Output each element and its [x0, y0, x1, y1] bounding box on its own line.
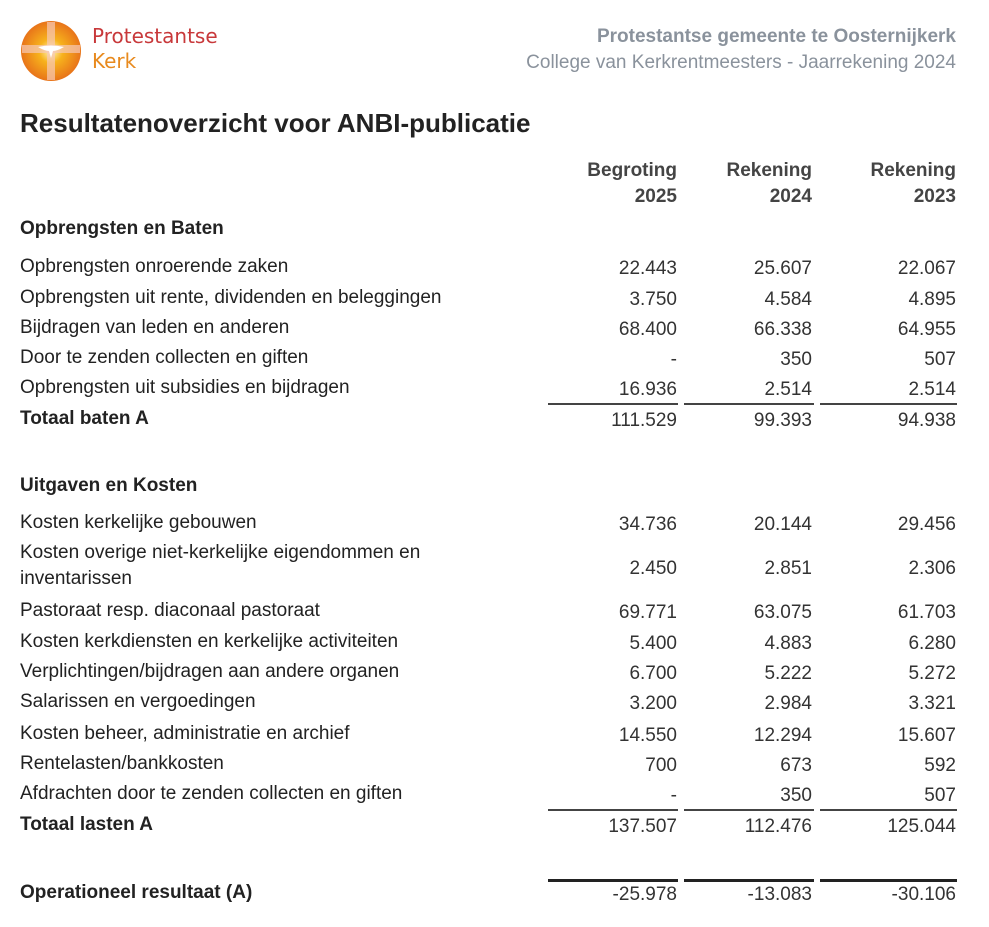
- value-begroting-2025: -: [670, 785, 677, 806]
- value-begroting-2025: 2.450: [629, 558, 677, 579]
- value-begroting-2025: 3.200: [629, 693, 677, 714]
- value-rekening-2024: -13.083: [747, 884, 812, 905]
- subtotal-rule: [820, 809, 957, 811]
- table-row: [20, 315, 956, 345]
- protestantse-kerk-logo-icon: [20, 20, 82, 82]
- organization-name: Protestantse gemeente te Oosternijkerk: [596, 26, 956, 47]
- total-row: [20, 812, 956, 842]
- value-begroting-2025: 68.400: [618, 319, 677, 340]
- value-rekening-2023: 61.703: [897, 602, 956, 623]
- subtotal-rule: [684, 403, 814, 405]
- value-rekening-2024: 63.075: [753, 602, 812, 623]
- row-label: [20, 406, 520, 432]
- value-rekening-2023: 15.607: [897, 725, 956, 746]
- value-rekening-2024: 350: [780, 785, 812, 806]
- value-rekening-2023: 29.456: [897, 514, 956, 535]
- value-rekening-2024: 2.984: [764, 693, 812, 714]
- value-begroting-2025: -25.978: [612, 884, 677, 905]
- row-label: [20, 689, 520, 715]
- section-heading-income: Opbrengsten en Baten: [20, 218, 224, 239]
- value-rekening-2023: 22.067: [897, 258, 956, 279]
- logo-wordmark: [92, 24, 218, 74]
- row-label: [20, 781, 520, 807]
- value-rekening-2024: 4.883: [764, 633, 812, 654]
- row-label: [20, 285, 520, 311]
- column-header-rekening-2024: [682, 158, 812, 210]
- value-rekening-2024: 4.584: [764, 289, 812, 310]
- row-label-text: Totaal baten A: [20, 408, 149, 429]
- row-label-text: Kosten overige niet-kerkelijke eigendommen en: [20, 542, 421, 563]
- row-label-text-2: inventarissen: [20, 568, 132, 589]
- value-rekening-2024: 5.222: [764, 663, 812, 684]
- value-rekening-2023: 592: [924, 755, 956, 776]
- value-rekening-2024: 2.514: [764, 379, 812, 400]
- row-label: [20, 540, 520, 592]
- value-rekening-2024: 99.393: [753, 410, 812, 431]
- value-rekening-2023: 64.955: [897, 319, 956, 340]
- section-heading-expenses: Uitgaven en Kosten: [20, 475, 198, 496]
- value-begroting-2025: 6.700: [629, 663, 677, 684]
- table-row: [20, 510, 956, 540]
- column-header-line1: Rekening: [870, 160, 956, 181]
- row-label: Operationeel resultaat (A): [20, 882, 253, 903]
- value-rekening-2023: 4.895: [908, 289, 956, 310]
- page-title: Resultatenoverzicht voor ANBI-publicatie: [20, 108, 531, 138]
- column-header-line2: 2023: [913, 186, 956, 207]
- row-label: [20, 375, 520, 401]
- row-label-text: Door te zenden collecten en giften: [20, 347, 309, 368]
- subtotal-rule: [684, 809, 814, 811]
- row-label: [20, 812, 520, 838]
- value-begroting-2025: 22.443: [618, 258, 677, 279]
- row-label: [20, 598, 520, 624]
- value-rekening-2023: -30.106: [891, 884, 956, 905]
- value-rekening-2023: 94.938: [897, 410, 956, 431]
- value-begroting-2025: 111.529: [611, 410, 677, 431]
- table-row: [20, 689, 956, 719]
- row-label-text: Salarissen en vergoedingen: [20, 691, 256, 712]
- row-label-text: Totaal lasten A: [20, 814, 154, 835]
- value-rekening-2024: 350: [780, 349, 812, 370]
- document-subtitle: College van Kerkrentmeesters - Jaarrekening 2024: [526, 52, 956, 73]
- column-header-rekening-2023: [826, 158, 956, 210]
- subtotal-rule: [820, 403, 957, 405]
- row-label-text: Bijdragen van leden en anderen: [20, 317, 290, 338]
- column-header-line1: Begroting: [587, 160, 677, 181]
- value-rekening-2023: 6.280: [908, 633, 956, 654]
- value-begroting-2025: 700: [645, 755, 677, 776]
- total-row: [20, 406, 956, 436]
- value-rekening-2023: 507: [924, 349, 956, 370]
- table-row: [20, 629, 956, 659]
- table-row: [20, 598, 956, 628]
- row-label: [20, 659, 520, 685]
- row-label: [20, 345, 520, 371]
- row-label: [20, 315, 520, 341]
- row-label-text: Kosten kerkdiensten en kerkelijke activiteiten: [20, 631, 399, 652]
- row-label-text: Kosten beheer, administratie en archief: [20, 723, 350, 744]
- value-rekening-2023: 3.321: [908, 693, 956, 714]
- row-label-text: Opbrengsten onroerende zaken: [20, 256, 289, 277]
- row-label: [20, 629, 520, 655]
- row-label-text: Verplichtingen/bijdragen aan andere organen: [20, 661, 400, 682]
- table-row: [20, 659, 956, 689]
- value-begroting-2025: 69.771: [618, 602, 677, 623]
- value-rekening-2024: 673: [780, 755, 812, 776]
- row-label-text: Afdrachten door te zenden collecten en giften: [20, 783, 403, 804]
- table-row: [20, 375, 956, 405]
- row-label-text: Rentelasten/bankkosten: [20, 753, 224, 774]
- logo-line-1: Protestantse: [92, 24, 218, 48]
- table-row: [20, 285, 956, 315]
- value-begroting-2025: 34.736: [618, 514, 677, 535]
- row-label-text: Kosten kerkelijke gebouwen: [20, 512, 257, 533]
- value-begroting-2025: 5.400: [629, 633, 677, 654]
- table-row: [20, 345, 956, 375]
- column-header-line2: 2024: [769, 186, 812, 207]
- value-rekening-2024: 66.338: [753, 319, 812, 340]
- value-rekening-2024: 112.476: [744, 816, 812, 837]
- value-begroting-2025: -: [670, 349, 677, 370]
- column-header-begroting-2025: [547, 158, 677, 210]
- row-label-text: Opbrengsten uit rente, dividenden en beleggingen: [20, 287, 442, 308]
- column-header-line2: 2025: [634, 186, 677, 207]
- logo-line-2: Kerk: [92, 49, 137, 73]
- column-header-line1: Rekening: [726, 160, 812, 181]
- document-header: [526, 24, 956, 76]
- row-label: [20, 254, 520, 280]
- value-rekening-2023: 2.514: [908, 379, 956, 400]
- value-rekening-2023: 507: [924, 785, 956, 806]
- value-begroting-2025: 137.507: [608, 816, 677, 837]
- row-label: [20, 721, 520, 747]
- value-begroting-2025: 3.750: [629, 289, 677, 310]
- row-label: [20, 510, 520, 536]
- value-rekening-2024: 20.144: [753, 514, 812, 535]
- value-begroting-2025: 16.936: [618, 379, 677, 400]
- table-row: [20, 751, 956, 781]
- value-begroting-2025: 14.550: [618, 725, 677, 746]
- row-label-text: Opbrengsten uit subsidies en bijdragen: [20, 377, 350, 398]
- value-rekening-2024: 2.851: [764, 558, 812, 579]
- value-rekening-2023: 125.044: [887, 816, 956, 837]
- table-row: [20, 721, 956, 751]
- value-rekening-2023: 5.272: [908, 663, 956, 684]
- table-row: [20, 254, 956, 284]
- value-rekening-2024: 25.607: [753, 258, 812, 279]
- row-label-text: Pastoraat resp. diaconaal pastoraat: [20, 600, 320, 621]
- table-row: [20, 540, 956, 589]
- row-label: [20, 751, 520, 777]
- subtotal-rule: [548, 809, 678, 811]
- value-rekening-2024: 12.294: [753, 725, 812, 746]
- value-rekening-2023: 2.306: [908, 558, 956, 579]
- subtotal-rule: [548, 403, 678, 405]
- table-row: [20, 781, 956, 811]
- result-row: [20, 880, 956, 910]
